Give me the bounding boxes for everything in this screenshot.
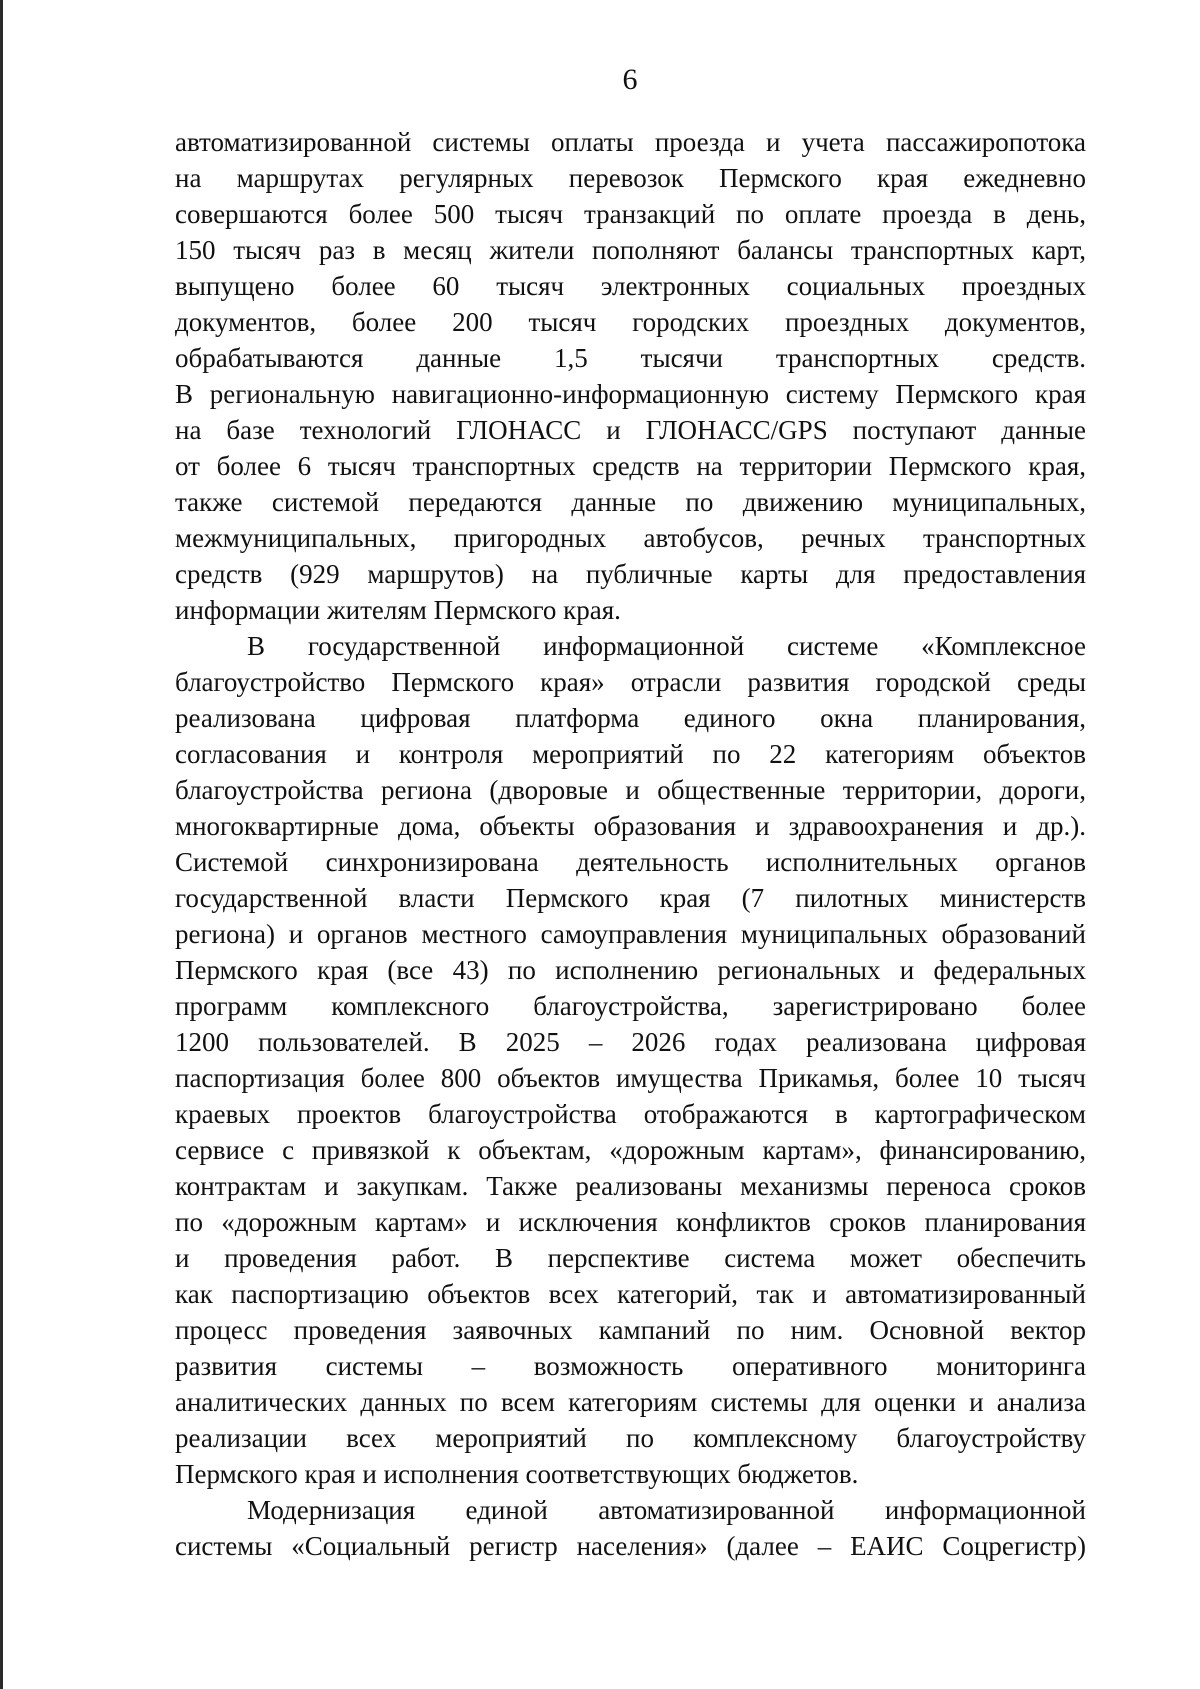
text-line: контрактам и закупкам. Также реализованы механизмы переноса сроков	[175, 1171, 1086, 1201]
text-line: как паспортизацию объектов всех категорий, так и автоматизированный	[175, 1279, 1086, 1309]
text-line: сервисе с привязкой к объектам, «дорожным картам», финансированию,	[175, 1135, 1086, 1165]
text-line: информации жителям Пермского края.	[175, 595, 621, 625]
text-line: процесс проведения заявочных кампаний по ним. Основной вектор	[175, 1315, 1086, 1345]
text-line: Пермского края и исполнения соответствующих бюджетов.	[175, 1459, 859, 1489]
text-line: также системой передаются данные по движению муниципальных,	[175, 487, 1086, 517]
text-line: согласования и контроля мероприятий по 22 категориям объектов	[175, 739, 1086, 769]
body-text	[175, 124, 1086, 1564]
text-line: документов, более 200 тысяч городских проездных документов,	[175, 307, 1086, 337]
text-line: от более 6 тысяч транспортных средств на территории Пермского края,	[175, 451, 1086, 481]
text-line: региона) и органов местного самоуправления муниципальных образований	[175, 919, 1086, 949]
text-line: развития системы – возможность оперативного мониторинга	[175, 1351, 1086, 1381]
text-line: Пермского края (все 43) по исполнению региональных и федеральных	[175, 955, 1086, 985]
text-line: Системой синхронизирована деятельность исполнительных органов	[175, 847, 1086, 877]
text-line: аналитических данных по всем категориям системы для оценки и анализа	[175, 1387, 1086, 1417]
text-line: на маршрутах регулярных перевозок Пермского края ежедневно	[175, 163, 1086, 193]
text-line: реализации всех мероприятий по комплексному благоустройству	[175, 1423, 1086, 1453]
text-line: В государственной информационной системе «Комплексное	[247, 631, 1086, 661]
text-line: государственной власти Пермского края (7 пилотных министерств	[175, 883, 1086, 913]
text-line: благоустройство Пермского края» отрасли развития городской среды	[175, 667, 1086, 697]
scan-edge	[0, 0, 3, 1689]
text-line: краевых проектов благоустройства отображаются в картографическом	[175, 1099, 1086, 1129]
text-line: межмуниципальных, пригородных автобусов, речных транспортных	[175, 523, 1086, 553]
text-line: 150 тысяч раз в месяц жители пополняют балансы транспортных карт,	[175, 235, 1086, 265]
text-line: выпущено более 60 тысяч электронных социальных проездных	[175, 271, 1086, 301]
text-line: реализована цифровая платформа единого окна планирования,	[175, 703, 1086, 733]
text-line: и проведения работ. В перспективе система может обеспечить	[175, 1243, 1086, 1273]
text-line: Модернизация единой автоматизированной информационной	[247, 1495, 1086, 1525]
text-line: автоматизированной системы оплаты проезда и учета пассажиропотока	[175, 127, 1086, 157]
text-line: благоустройства региона (дворовые и общественные территории, дороги,	[175, 775, 1086, 805]
text-line: многоквартирные дома, объекты образования и здравоохранения и др.).	[175, 811, 1086, 841]
text-line: паспортизация более 800 объектов имущества Прикамья, более 10 тысяч	[175, 1063, 1086, 1093]
text-line: 1200 пользователей. В 2025 – 2026 годах реализована цифровая	[175, 1027, 1086, 1057]
text-line: совершаются более 500 тысяч транзакций по оплате проезда в день,	[175, 199, 1086, 229]
text-line: В региональную навигационно-информационную систему Пермского края	[175, 379, 1086, 409]
text-line: системы «Социальный регистр населения» (далее – ЕАИС Соцрегистр)	[175, 1531, 1086, 1561]
text-line: обрабатываются данные 1,5 тысячи транспортных средств.	[175, 343, 1086, 373]
text-line: по «дорожным картам» и исключения конфликтов сроков планирования	[175, 1207, 1086, 1237]
text-line: программ комплексного благоустройства, зарегистрировано более	[175, 991, 1086, 1021]
text-line: на базе технологий ГЛОНАСС и ГЛОНАСС/GPS поступают данные	[175, 415, 1086, 445]
text-line: средств (929 маршрутов) на публичные карты для предоставления	[175, 559, 1086, 589]
page-number: 6	[622, 63, 638, 96]
